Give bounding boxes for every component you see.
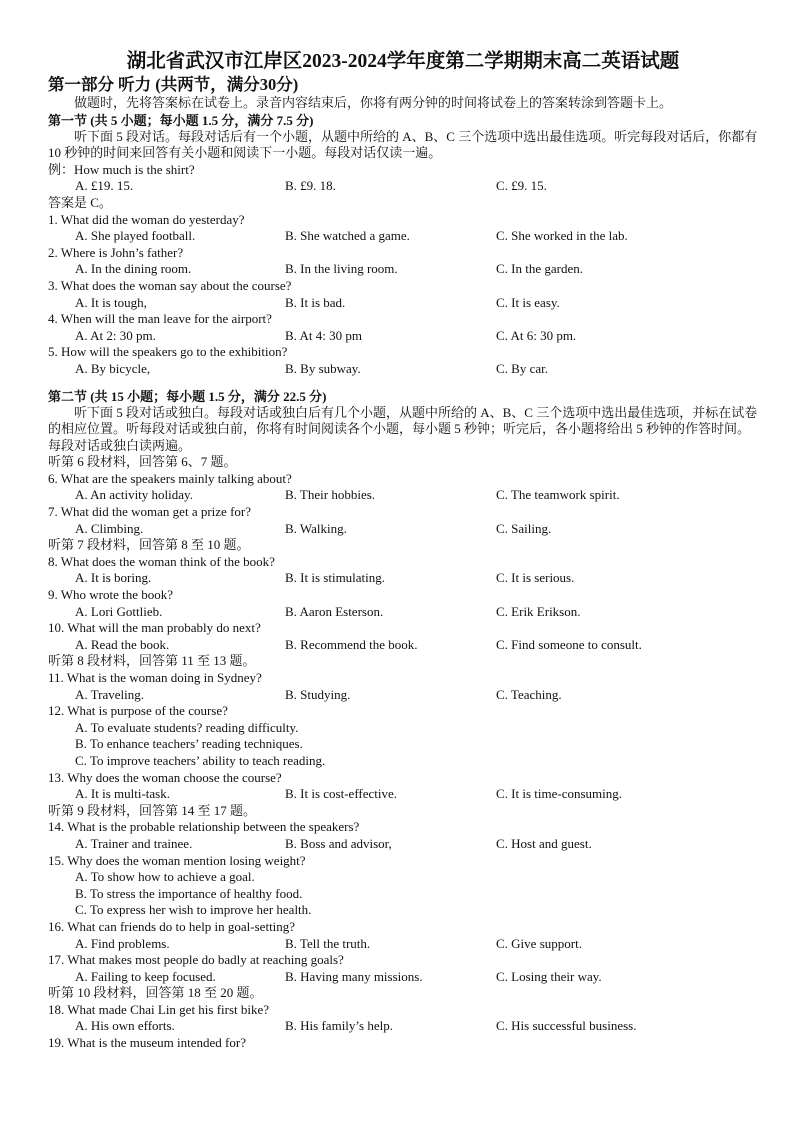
option-c: C. Find someone to consult. bbox=[496, 636, 642, 652]
option-b: B. It is stimulating. bbox=[285, 570, 386, 586]
option-c: C. To express her wish to improve her health. bbox=[75, 902, 312, 918]
question-options bbox=[48, 836, 758, 853]
option-b: B. Their hobbies. bbox=[285, 487, 376, 503]
question: 5. How will the speakers go to the exhibition? bbox=[48, 344, 288, 360]
question-options bbox=[48, 969, 758, 986]
question-options bbox=[48, 328, 758, 345]
option-a: A. By bicycle, bbox=[75, 360, 151, 376]
material-heading: 听第 8 段材料，回答第 11 至 13 题。 bbox=[48, 653, 256, 669]
question-options bbox=[48, 261, 758, 278]
option-a: A. At 2: 30 pm. bbox=[75, 327, 156, 343]
option-c: C. By car. bbox=[496, 360, 548, 376]
question: 9. Who wrote the book? bbox=[48, 587, 174, 603]
option-a: A. It is multi-task. bbox=[75, 786, 170, 802]
question-options bbox=[48, 361, 758, 378]
option-a: A. An activity holiday. bbox=[75, 487, 193, 503]
intro-text: 做题时，先将答案标在试卷上。录音内容结束后，你将有两分钟的时间将试卷上的答案转涂到答题卡上。 bbox=[74, 95, 673, 110]
question: 4. When will the man leave for the airport? bbox=[48, 311, 272, 327]
option-b: B. Tell the truth. bbox=[285, 935, 371, 951]
example-answer: 答案是 C。 bbox=[48, 194, 112, 210]
option-c: C. It is serious. bbox=[496, 570, 575, 586]
option-b: B. Walking. bbox=[285, 520, 347, 536]
option-b: B. At 4: 30 pm bbox=[285, 327, 362, 343]
option-b: B. His family’s help. bbox=[285, 1018, 393, 1034]
part-heading: 第一部分 听力 (共两节，满分30分) bbox=[48, 75, 299, 94]
question-options bbox=[48, 487, 758, 504]
question: 7. What did the woman get a prize for? bbox=[48, 504, 251, 520]
option-b: B. It is cost-effective. bbox=[285, 786, 398, 802]
question: 19. What is the museum intended for? bbox=[48, 1035, 246, 1051]
option-a: A. It is boring. bbox=[75, 570, 152, 586]
option-c: C. To improve teachers’ ability to teach reading. bbox=[75, 752, 326, 768]
option-c: C. His successful business. bbox=[496, 1018, 637, 1034]
question: 8. What does the woman think of the book? bbox=[48, 553, 275, 569]
option-c: C. It is time-consuming. bbox=[496, 786, 623, 802]
option-a: A. Read the book. bbox=[75, 636, 170, 652]
option-c: C. Erik Erikson. bbox=[496, 603, 581, 619]
question-options bbox=[48, 604, 758, 621]
question: 11. What is the woman doing in Sydney? bbox=[48, 670, 262, 685]
option-b: B. To enhance teachers’ reading techniques. bbox=[75, 736, 303, 752]
option-a: A. Failing to keep focused. bbox=[75, 968, 216, 984]
option-c: C. At 6: 30 pm. bbox=[496, 327, 577, 343]
option-b: B. £9. 18. bbox=[285, 178, 336, 194]
material-heading: 听第 9 段材料，回答第 14 至 17 题。 bbox=[48, 802, 257, 818]
option-c: C. She worked in the lab. bbox=[496, 228, 628, 244]
question: 10. What will the man probably do next? bbox=[48, 620, 261, 636]
option-b: B. Recommend the book. bbox=[285, 636, 418, 652]
option-a: A. Lori Gottlieb. bbox=[75, 603, 163, 619]
option-c: C. In the garden. bbox=[496, 261, 584, 277]
option-b: B. Studying. bbox=[285, 686, 351, 702]
question-options bbox=[48, 228, 758, 245]
option-a: A. His own efforts. bbox=[75, 1018, 175, 1034]
option-b: B. Boss and advisor, bbox=[285, 835, 392, 851]
exam-page bbox=[48, 50, 758, 1052]
option-a: A. To show how to achieve a goal. bbox=[75, 869, 255, 885]
section1-instructions: 听下面 5 段对话。每段对话后有一个小题，从题中所给的 A、B、C 三个选项中选出最佳选项。听完每段对话后，你都有 10 秒钟的时间来回答有关小题和阅读下一小题。每段对话仅读一遍。 bbox=[48, 128, 758, 161]
question: 3. What does the woman say about the course? bbox=[48, 277, 292, 293]
option-a: A. Trainer and trainee. bbox=[75, 835, 193, 851]
option-a: A. She played football. bbox=[75, 228, 196, 244]
question: 6. What are the speakers mainly talking about? bbox=[48, 470, 292, 486]
option-b: B. She watched a game. bbox=[285, 228, 410, 244]
question-options bbox=[48, 687, 758, 704]
question-options bbox=[48, 1018, 758, 1035]
section2-heading: 第二节 (共 15 小题；每小题 1.5 分，满分 22.5 分) bbox=[48, 388, 327, 404]
material-heading: 听第 10 段材料，回答第 18 至 20 题。 bbox=[48, 985, 263, 1001]
question: 15. Why does the woman mention losing weight? bbox=[48, 852, 306, 868]
option-c: C. Sailing. bbox=[496, 520, 552, 536]
option-c: C. Host and guest. bbox=[496, 835, 592, 851]
option-c: C. Teaching. bbox=[496, 686, 562, 702]
option-b: B. Aaron Esterson. bbox=[285, 603, 384, 619]
example-question: 例：How much is the shirt? bbox=[48, 161, 195, 177]
option-c: C. It is easy. bbox=[496, 294, 560, 310]
question-options bbox=[48, 936, 758, 953]
option-b: B. Having many missions. bbox=[285, 968, 423, 984]
question: 18. What made Chai Lin get his first bike? bbox=[48, 1001, 270, 1017]
question: 13. Why does the woman choose the course? bbox=[48, 769, 282, 785]
section1-heading: 第一节 (共 5 小题；每小题 1.5 分，满分 7.5 分) bbox=[48, 112, 314, 128]
option-c: C. £9. 15. bbox=[496, 178, 547, 194]
question-options bbox=[48, 637, 758, 654]
option-a: A. In the dining room. bbox=[75, 261, 192, 277]
option-b: B. By subway. bbox=[285, 360, 361, 376]
question: 17. What makes most people do badly at reaching goals? bbox=[48, 952, 344, 968]
option-c: C. Give support. bbox=[496, 935, 582, 951]
question: 2. Where is John’s father? bbox=[48, 244, 184, 260]
option-b: B. To stress the importance of healthy food. bbox=[75, 885, 303, 901]
material-heading: 听第 6 段材料，回答第 6、7 题。 bbox=[48, 454, 237, 470]
question-options bbox=[48, 295, 758, 312]
section2-instructions: 听下面 5 段对话或独白。每段对话或独白后有几个小题，从题中所给的 A、B、C 三个选项中选出最佳选项，并标在试卷的相应位置。听每段对话或独白前，你将有时间阅读各个小题，每小题 5 秒钟；听完后，各小题将给出 5 秒钟的作答时间。每段对话或独白读两遍。 bbox=[48, 404, 758, 453]
material-heading: 听第 7 段材料，回答第 8 至 10 题。 bbox=[48, 537, 250, 553]
question: 1. What did the woman do yesterday? bbox=[48, 211, 245, 227]
option-a: A. Find problems. bbox=[75, 935, 170, 951]
question-options bbox=[48, 521, 758, 538]
option-a: A. To evaluate students? reading difficulty. bbox=[75, 719, 299, 735]
question-options bbox=[48, 570, 758, 587]
question: 16. What can friends do to help in goal-setting? bbox=[48, 918, 296, 934]
question-options bbox=[48, 786, 758, 803]
option-a: A. Climbing. bbox=[75, 520, 144, 536]
option-b: B. In the living room. bbox=[285, 261, 398, 277]
option-a: A. It is tough, bbox=[75, 294, 147, 310]
question: 14. What is the probable relationship between the speakers? bbox=[48, 819, 360, 835]
example-options bbox=[48, 178, 758, 195]
option-c: C. Losing their way. bbox=[496, 968, 602, 984]
exam-title: 湖北省武汉市江岸区2023-2024学年度第二学期期末高二英语试题 bbox=[126, 51, 680, 72]
question: 12. What is purpose of the course? bbox=[48, 703, 228, 719]
option-a: A. Traveling. bbox=[75, 686, 144, 702]
option-a: A. £19. 15. bbox=[75, 178, 134, 194]
option-c: C. The teamwork spirit. bbox=[496, 487, 620, 503]
option-b: B. It is bad. bbox=[285, 294, 346, 310]
